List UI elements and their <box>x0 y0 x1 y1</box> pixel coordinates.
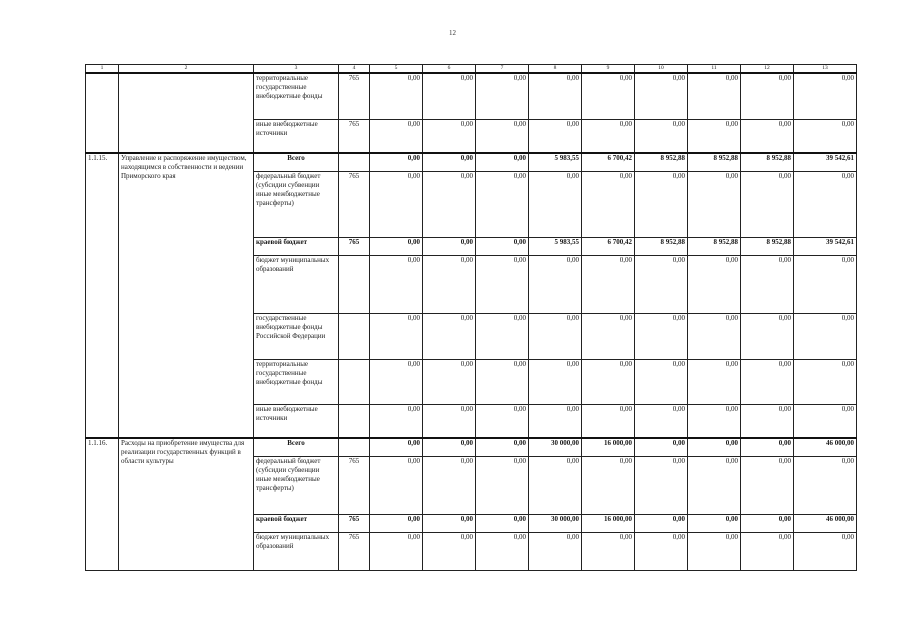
funding-source: Всего <box>254 438 339 456</box>
value-col-7: 0,00 <box>476 438 529 456</box>
value-col-8: 0,00 <box>529 73 582 119</box>
budget-code: 765 <box>339 514 370 532</box>
column-number-2: 2 <box>119 65 254 74</box>
funding-source: бюджет муниципальных образований <box>254 532 339 570</box>
value-col-9: 0,00 <box>582 532 635 570</box>
value-col-12: 0,00 <box>741 438 794 456</box>
funding-source: территориальные государственные внебюджетные фонды <box>254 73 339 119</box>
value-col-9: 0,00 <box>582 359 635 404</box>
budget-code <box>339 255 370 313</box>
value-col-11: 0,00 <box>688 532 741 570</box>
value-col-10: 8 952,88 <box>635 153 688 171</box>
value-col-7: 0,00 <box>476 119 529 153</box>
column-number-8: 8 <box>529 65 582 74</box>
value-col-13: 0,00 <box>794 171 857 237</box>
budget-code: 765 <box>339 73 370 119</box>
row-number: 1.1.15. <box>86 153 119 438</box>
value-col-11: 0,00 <box>688 514 741 532</box>
budget-code: 765 <box>339 456 370 514</box>
value-col-12: 0,00 <box>741 255 794 313</box>
value-col-6: 0,00 <box>423 237 476 255</box>
value-col-7: 0,00 <box>476 313 529 359</box>
value-col-6: 0,00 <box>423 255 476 313</box>
budget-code <box>339 404 370 438</box>
row-number <box>86 73 119 153</box>
item-name <box>119 73 254 153</box>
value-col-5: 0,00 <box>370 438 423 456</box>
value-col-13: 0,00 <box>794 119 857 153</box>
value-col-13: 0,00 <box>794 404 857 438</box>
column-number-4: 4 <box>339 65 370 74</box>
value-col-7: 0,00 <box>476 514 529 532</box>
column-number-7: 7 <box>476 65 529 74</box>
value-col-10: 0,00 <box>635 532 688 570</box>
value-col-9: 0,00 <box>582 73 635 119</box>
value-col-8: 0,00 <box>529 404 582 438</box>
header-row <box>86 65 857 74</box>
value-col-5: 0,00 <box>370 313 423 359</box>
funding-source: бюджет муниципальных образований <box>254 255 339 313</box>
value-col-7: 0,00 <box>476 237 529 255</box>
value-col-13: 39 542,61 <box>794 153 857 171</box>
value-col-12: 8 952,88 <box>741 153 794 171</box>
value-col-13: 46 000,00 <box>794 438 857 456</box>
value-col-10: 0,00 <box>635 456 688 514</box>
value-col-5: 0,00 <box>370 73 423 119</box>
row-number: 1.1.16. <box>86 438 119 570</box>
value-col-5: 0,00 <box>370 514 423 532</box>
table-row <box>86 153 857 171</box>
value-col-7: 0,00 <box>476 153 529 171</box>
item-name: Управление и распоряжение имуществом, находящимся в собственности и ведении Приморского края <box>119 153 254 438</box>
value-col-7: 0,00 <box>476 359 529 404</box>
value-col-7: 0,00 <box>476 532 529 570</box>
value-col-11: 0,00 <box>688 456 741 514</box>
table-row <box>86 438 857 456</box>
value-col-7: 0,00 <box>476 404 529 438</box>
value-col-8: 0,00 <box>529 359 582 404</box>
column-number-1: 1 <box>86 65 119 74</box>
value-col-6: 0,00 <box>423 456 476 514</box>
value-col-7: 0,00 <box>476 73 529 119</box>
value-col-11: 0,00 <box>688 119 741 153</box>
budget-code: 765 <box>339 532 370 570</box>
column-number-12: 12 <box>741 65 794 74</box>
value-col-6: 0,00 <box>423 313 476 359</box>
value-col-6: 0,00 <box>423 514 476 532</box>
value-col-12: 0,00 <box>741 456 794 514</box>
value-col-13: 0,00 <box>794 359 857 404</box>
value-col-9: 0,00 <box>582 119 635 153</box>
value-col-11: 0,00 <box>688 438 741 456</box>
value-col-12: 0,00 <box>741 171 794 237</box>
value-col-5: 0,00 <box>370 237 423 255</box>
value-col-10: 0,00 <box>635 514 688 532</box>
value-col-12: 0,00 <box>741 313 794 359</box>
funding-source: федеральный бюджет (субсидии субвенции иные межбюджетные трансферты) <box>254 171 339 237</box>
value-col-11: 0,00 <box>688 73 741 119</box>
funding-source: иные внебюджетные источники <box>254 404 339 438</box>
value-col-8: 5 983,55 <box>529 237 582 255</box>
value-col-8: 0,00 <box>529 255 582 313</box>
value-col-5: 0,00 <box>370 456 423 514</box>
value-col-9: 0,00 <box>582 456 635 514</box>
value-col-5: 0,00 <box>370 532 423 570</box>
value-col-5: 0,00 <box>370 171 423 237</box>
value-col-8: 5 983,55 <box>529 153 582 171</box>
value-col-5: 0,00 <box>370 119 423 153</box>
value-col-10: 0,00 <box>635 255 688 313</box>
funding-source: федеральный бюджет (субсидии субвенции иные межбюджетные трансферты) <box>254 456 339 514</box>
value-col-6: 0,00 <box>423 404 476 438</box>
value-col-7: 0,00 <box>476 456 529 514</box>
value-col-13: 0,00 <box>794 532 857 570</box>
funding-source: краевой бюджет <box>254 514 339 532</box>
value-col-13: 0,00 <box>794 456 857 514</box>
budget-code <box>339 438 370 456</box>
value-col-12: 0,00 <box>741 359 794 404</box>
budget-code <box>339 313 370 359</box>
value-col-9: 6 700,42 <box>582 237 635 255</box>
column-number-11: 11 <box>688 65 741 74</box>
value-col-12: 0,00 <box>741 404 794 438</box>
value-col-5: 0,00 <box>370 255 423 313</box>
value-col-12: 0,00 <box>741 514 794 532</box>
column-number-10: 10 <box>635 65 688 74</box>
budget-code: 765 <box>339 171 370 237</box>
value-col-7: 0,00 <box>476 171 529 237</box>
value-col-10: 0,00 <box>635 404 688 438</box>
value-col-11: 0,00 <box>688 171 741 237</box>
value-col-8: 0,00 <box>529 456 582 514</box>
value-col-10: 0,00 <box>635 171 688 237</box>
value-col-8: 0,00 <box>529 119 582 153</box>
value-col-9: 0,00 <box>582 255 635 313</box>
value-col-9: 16 000,00 <box>582 438 635 456</box>
column-number-6: 6 <box>423 65 476 74</box>
value-col-8: 30 000,00 <box>529 514 582 532</box>
column-number-5: 5 <box>370 65 423 74</box>
value-col-12: 0,00 <box>741 119 794 153</box>
value-col-6: 0,00 <box>423 73 476 119</box>
value-col-9: 0,00 <box>582 404 635 438</box>
value-col-9: 0,00 <box>582 171 635 237</box>
table-row <box>86 73 857 119</box>
value-col-13: 0,00 <box>794 313 857 359</box>
value-col-6: 0,00 <box>423 153 476 171</box>
value-col-12: 0,00 <box>741 532 794 570</box>
value-col-13: 46 000,00 <box>794 514 857 532</box>
value-col-6: 0,00 <box>423 359 476 404</box>
column-number-9: 9 <box>582 65 635 74</box>
value-col-8: 30 000,00 <box>529 438 582 456</box>
value-col-5: 0,00 <box>370 404 423 438</box>
value-col-10: 0,00 <box>635 119 688 153</box>
budget-table <box>85 64 857 571</box>
value-col-10: 0,00 <box>635 73 688 119</box>
value-col-8: 0,00 <box>529 313 582 359</box>
value-col-11: 0,00 <box>688 313 741 359</box>
value-col-6: 0,00 <box>423 171 476 237</box>
value-col-6: 0,00 <box>423 119 476 153</box>
budget-code <box>339 359 370 404</box>
value-col-11: 0,00 <box>688 359 741 404</box>
value-col-10: 0,00 <box>635 438 688 456</box>
column-number-3: 3 <box>254 65 339 74</box>
value-col-5: 0,00 <box>370 359 423 404</box>
value-col-10: 0,00 <box>635 313 688 359</box>
value-col-13: 39 542,61 <box>794 237 857 255</box>
funding-source: государственные внебюджетные фонды Российской Федерации <box>254 313 339 359</box>
budget-code <box>339 153 370 171</box>
value-col-10: 8 952,88 <box>635 237 688 255</box>
funding-source: Всего <box>254 153 339 171</box>
value-col-9: 16 000,00 <box>582 514 635 532</box>
value-col-12: 8 952,88 <box>741 237 794 255</box>
value-col-13: 0,00 <box>794 73 857 119</box>
value-col-9: 0,00 <box>582 313 635 359</box>
funding-source: краевой бюджет <box>254 237 339 255</box>
value-col-11: 8 952,88 <box>688 237 741 255</box>
value-col-10: 0,00 <box>635 359 688 404</box>
column-number-13: 13 <box>794 65 857 74</box>
value-col-13: 0,00 <box>794 255 857 313</box>
value-col-5: 0,00 <box>370 153 423 171</box>
value-col-6: 0,00 <box>423 438 476 456</box>
funding-source: иные внебюджетные источники <box>254 119 339 153</box>
value-col-12: 0,00 <box>741 73 794 119</box>
budget-code: 765 <box>339 237 370 255</box>
value-col-9: 6 700,42 <box>582 153 635 171</box>
page-number: 12 <box>449 29 456 37</box>
value-col-11: 0,00 <box>688 255 741 313</box>
funding-source: территориальные государственные внебюджетные фонды <box>254 359 339 404</box>
value-col-7: 0,00 <box>476 255 529 313</box>
value-col-11: 0,00 <box>688 404 741 438</box>
value-col-8: 0,00 <box>529 532 582 570</box>
item-name: Расходы на приобретение имущества для реализации государственных функций в области культуры <box>119 438 254 570</box>
budget-code: 765 <box>339 119 370 153</box>
value-col-8: 0,00 <box>529 171 582 237</box>
value-col-11: 8 952,88 <box>688 153 741 171</box>
value-col-6: 0,00 <box>423 532 476 570</box>
